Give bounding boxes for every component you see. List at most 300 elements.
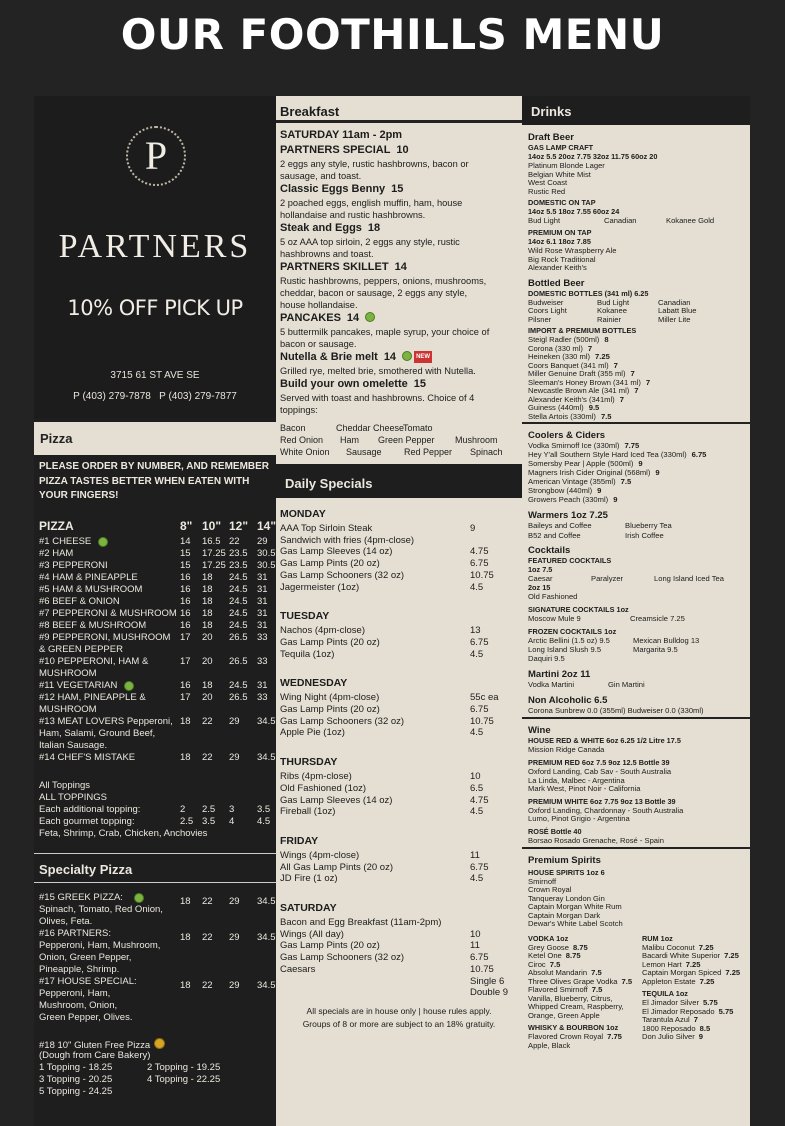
drinks-list <box>528 132 750 1122</box>
specialty-item-desc: Pineapple, Shrimp. <box>39 964 120 975</box>
omelette-toppings <box>280 422 520 458</box>
omelette-topping: Spinach <box>470 447 503 457</box>
beer-price: 7 <box>613 360 618 370</box>
size-12: 12" <box>229 519 249 533</box>
special-item: Wing Night (4pm-close) <box>280 692 380 704</box>
pizza-price: 22 <box>202 752 213 763</box>
pizza-item-name: #14 CHEF'S MISTAKE <box>39 752 136 763</box>
special-row <box>280 570 518 582</box>
cooler-item <box>528 450 706 459</box>
pizza-price: 14 <box>180 536 191 547</box>
special-price: 4.5 <box>470 727 484 739</box>
pizza-item <box>39 692 276 704</box>
spirit-name: Appleton Estate <box>642 976 696 986</box>
wine-name: La Linda, Malbec - Argentina <box>528 775 625 785</box>
special-price: 6.75 <box>470 861 489 873</box>
pizza-price: 23.5 <box>229 548 248 559</box>
wine-name: Mission Ridge Canada <box>528 745 605 754</box>
pizza-price: 17 <box>180 656 191 667</box>
specialty-price: 18 <box>180 932 191 943</box>
special-item: Sandwich with fries (4pm-close) <box>280 534 415 546</box>
pizza-item-name: #8 BEEF & MUSHROOM <box>39 620 147 631</box>
specialty-item <box>39 976 276 991</box>
pizza-price: 16 <box>180 596 191 607</box>
premium-spirits-header: Premium Spirits <box>528 854 601 866</box>
pizza-item-name: #6 BEEF & ONION <box>39 596 120 607</box>
spirit-price: 8.5 <box>699 1023 711 1033</box>
pizza-item-name: #2 HAM <box>39 548 74 559</box>
pizza-price: 16 <box>180 680 191 691</box>
spirit-price: 8.75 <box>565 951 581 960</box>
import-bottles-header: IMPORT & PREMIUM BOTTLES <box>528 326 637 335</box>
special-row <box>280 582 518 594</box>
pizza-item-name-cont: Italian Sausage. <box>39 740 108 751</box>
cooler-price: 9 <box>638 459 643 468</box>
special-price: 9 <box>470 523 476 534</box>
special-price: 10.75 <box>470 963 494 975</box>
beer-name: Rainier <box>597 314 622 324</box>
pizza-price: 24.5 <box>229 596 248 607</box>
beer-name: Miller Lite <box>658 314 691 324</box>
specialty-price: 34.5 <box>257 896 276 907</box>
omelette-topping: Red Pepper <box>404 447 453 457</box>
pizza-item <box>39 716 276 728</box>
pizza-price: 31 <box>257 608 268 619</box>
breakfast-item-name: PANCAKES <box>280 312 341 324</box>
spirit-price: 7.25 <box>699 976 715 986</box>
page-title: OUR FOOTHILLS MENU <box>120 10 665 59</box>
spirit-price: 7.5 <box>621 976 633 986</box>
section-divider <box>522 847 750 849</box>
cocktail-name: Paralyzer <box>591 574 624 583</box>
breakfast-column <box>276 96 522 1126</box>
brand-name: PARTNERS <box>58 228 252 265</box>
cooler-name: Strongbow (440ml) <box>528 486 593 495</box>
specialty-item-desc: Pepperoni, Ham, <box>39 988 111 999</box>
beer-name: Guiness (440ml) <box>528 403 584 412</box>
cooler-name: American Vintage (355ml) <box>528 477 616 486</box>
pizza-price: 24.5 <box>229 608 248 619</box>
beer-name: Canadian <box>604 216 637 225</box>
pizza-item-name: #5 HAM & MUSHROOM <box>39 584 143 595</box>
special-row <box>280 649 518 661</box>
specialty-item-desc: Mushroom, Onion, <box>39 1000 118 1011</box>
omelette-topping: Sausage <box>346 447 382 457</box>
phone-1: P (403) 279-7878 <box>73 391 151 402</box>
spirit-price: 7.25 <box>725 968 741 977</box>
special-price: 10.75 <box>470 715 494 727</box>
specialty-item-desc: Onion, Green Pepper, <box>39 952 132 963</box>
phone-numbers <box>34 391 276 402</box>
pizza-item-name-cont: & GREEN PEPPER <box>39 644 123 655</box>
breakfast-item-price: 14 <box>383 351 397 363</box>
special-row <box>280 783 518 795</box>
breakfast-item-title <box>280 222 380 234</box>
gluten-free-name: #18 10" Gluten Free Pizza <box>39 1040 151 1051</box>
breakfast-item-name: Nutella & Brie melt <box>280 351 378 363</box>
special-row <box>280 917 518 929</box>
frozen-cocktails-header: FROZEN COCKTAILS 1oz <box>528 627 617 636</box>
pizza-price: 16 <box>180 608 191 619</box>
pizza-item <box>39 536 276 548</box>
new-badge: NEW <box>414 351 432 363</box>
special-item: Gas Lamp Sleeves (14 oz) <box>280 794 393 806</box>
spirit-name: Captain Morgan Spiced <box>642 968 722 977</box>
pizza-item-name: #10 PEPPERONI, HAM & <box>39 656 149 667</box>
breakfast-item-desc: Rustic hashbrowns, peppers, onions, mushrooms, <box>280 276 487 286</box>
beer-name: Miller Genuine Draft (355 ml) <box>528 369 626 378</box>
non-alcoholic-item: Corona Sunbrew 0.0 (355ml) Budweiser 0.0 (330ml) <box>528 706 704 715</box>
special-day: TUESDAY <box>280 610 330 623</box>
size-14: 14" <box>257 519 276 533</box>
beer-name: Wild Rose Wraspberry Ale <box>528 246 617 255</box>
omelette-topping: Tomato <box>403 423 433 433</box>
spirit-price: 7.5 <box>591 968 602 977</box>
special-row <box>280 987 518 999</box>
beer-price: 7 <box>634 386 639 395</box>
pizza-price: 30.5 <box>257 560 276 571</box>
specialty-item-desc: Pepperoni, Ham, Mushroom, <box>39 940 161 951</box>
pizza-price: 31 <box>257 596 268 607</box>
spirit-name: Ketel One <box>528 951 562 960</box>
special-item: Wings (All day) <box>280 928 344 940</box>
cooler-item <box>528 468 660 477</box>
size-8: 8" <box>180 519 193 533</box>
special-row <box>280 795 518 807</box>
specials-footnote-1: All specials are in house only | house rules apply. <box>306 1006 492 1016</box>
beer-name: Rustic Red <box>528 186 566 196</box>
breakfast-item-title <box>280 183 403 195</box>
cocktail-name: Long Island Iced Tea <box>654 574 724 583</box>
wine-name: Oxford Landing, Chardonnay - South Australia <box>528 805 684 815</box>
breakfast-item-desc: hollandaise and rustic hashbrowns. <box>280 210 426 220</box>
pizza-item-name-cont: Ham, Salami, Ground Beef, <box>39 728 156 739</box>
pizza-item-name: #7 PEPPERONI & MUSHROOM <box>39 608 177 619</box>
spirit-name: Apple, Black <box>528 1040 571 1050</box>
toppings-title-1: All Toppings <box>39 780 91 791</box>
gourmet-price-10: 3.5 <box>202 816 216 827</box>
divider <box>34 853 276 854</box>
wine-name: Oxford Landing, Cab Sav - South Australia <box>528 767 672 776</box>
coolers-header: Coolers & Ciders <box>528 430 606 441</box>
pizza-price: 31 <box>257 584 268 595</box>
pizza-item <box>39 560 276 572</box>
drinks-column <box>522 96 750 1126</box>
special-item: Apple Pie (1oz) <box>280 727 345 739</box>
breakfast-item-price: 15 <box>391 183 404 195</box>
additional-topping-label: Each additional topping: <box>39 804 141 815</box>
beer-name: Pilsner <box>528 314 552 324</box>
pizza-price: 33 <box>257 692 268 703</box>
add-price-12: 3 <box>229 804 235 815</box>
martini-header: Martini 2oz 11 <box>528 669 591 680</box>
special-row <box>280 546 518 558</box>
pizza-price: 18 <box>180 716 191 727</box>
cooler-price: 9 <box>613 495 618 504</box>
breakfast-item-price: 10 <box>396 144 409 156</box>
breakfast-item-desc: hashbrowns and toast. <box>280 249 374 259</box>
pizza-price: 18 <box>202 572 213 583</box>
specialty-item-name: #16 PARTNERS: <box>39 928 111 939</box>
pizza-price: 22 <box>202 716 213 727</box>
pizza-price: 18 <box>202 596 213 607</box>
pizza-item <box>39 620 276 632</box>
pizza-item-name: #9 PEPPERONI, MUSHROOM <box>39 632 171 643</box>
breakfast-item-desc: Grilled rye, melted brie, smothered with Nutella. <box>280 366 476 376</box>
special-row <box>280 929 518 941</box>
special-item: Jagermeister (1oz) <box>280 581 360 593</box>
pizza-price: 16 <box>180 620 191 631</box>
beer-price: 8 <box>604 335 609 344</box>
specialty-item <box>39 892 276 907</box>
phone-2: P (403) 279-7877 <box>159 391 237 402</box>
pizza-price: 20 <box>202 692 213 703</box>
special-item: Gas Lamp Pints (20 oz) <box>280 558 380 570</box>
cooler-name: Growers Peach (330ml) <box>528 495 609 504</box>
rose-header: ROSÉ Bottle 40 <box>528 826 582 836</box>
pizza-price: 31 <box>257 572 268 583</box>
spirit-price: 5.75 <box>702 998 718 1007</box>
beer-name: Budweiser <box>528 297 564 307</box>
section-divider <box>522 422 750 424</box>
beer-name: Kokanee Gold <box>666 216 715 225</box>
beer-name: Platinum Blonde Lager <box>528 161 605 170</box>
pizza-price: 24.5 <box>229 680 248 691</box>
beer-price: 9.5 <box>588 403 600 412</box>
breakfast-items <box>280 144 520 424</box>
breakfast-item-desc: 5 oz AAA top sirloin, 2 eggs any style, rustic <box>280 237 460 247</box>
special-price: 6.5 <box>470 782 484 794</box>
pizza-item-name: #11 VEGETARIAN <box>39 680 118 691</box>
special-price: 6.75 <box>470 704 489 715</box>
beer-name: Canadian <box>658 297 691 307</box>
specialty-price: 34.5 <box>257 980 276 991</box>
whisky-header: WHISKY & BOURBON 1oz <box>528 1023 619 1032</box>
spirit-name: Dewar's White Label Scotch <box>528 919 623 928</box>
warmer-name: Irish Coffee <box>625 531 664 540</box>
cooler-item <box>528 477 631 486</box>
cooler-price: 6.75 <box>691 450 707 459</box>
breakfast-item-name: Classic Eggs Benny <box>280 183 386 195</box>
additional-topping-row <box>39 804 276 816</box>
breakfast-item-name: PARTNERS SPECIAL <box>280 144 391 156</box>
whisky-item <box>528 1041 574 1050</box>
house-spirits-header: HOUSE SPIRITS 1oz 6 <box>528 867 605 877</box>
promo-text: 10% OFF PICK UP <box>67 296 243 320</box>
signature-cocktails-header: SIGNATURE COCKTAILS 1oz <box>528 605 629 614</box>
special-row <box>280 637 518 649</box>
specialty-price: 29 <box>229 896 240 907</box>
special-price: 6.75 <box>470 558 489 570</box>
pizza-item-name: #13 MEAT LOVERS Pepperoni, <box>39 716 173 727</box>
special-day: FRIDAY <box>280 834 319 847</box>
beer-price: 7 <box>645 377 651 387</box>
domestic-bottles-header: DOMESTIC BOTTLES (341 ml) 6.25 <box>528 288 649 298</box>
logo-ring <box>126 126 186 186</box>
special-row <box>280 692 518 704</box>
daily-specials-list <box>280 508 518 999</box>
special-item: Gas Lamp Sleeves (14 oz) <box>280 546 393 558</box>
omelette-topping: Red Onion <box>280 435 324 445</box>
special-item: AAA Top Sirloin Steak <box>280 523 373 534</box>
specialty-price: 29 <box>229 932 240 943</box>
cocktail-name: Caesar <box>528 574 553 583</box>
special-price: 11 <box>470 849 480 861</box>
pizza-item <box>39 656 276 668</box>
special-row <box>280 850 518 862</box>
special-row <box>280 976 518 988</box>
specialty-item-desc: Green Pepper, Olives. <box>39 1012 133 1023</box>
spirit-price: 8.75 <box>572 942 588 952</box>
beer-name: Sleeman's Honey Brown (341 ml) <box>528 377 641 387</box>
special-item: Gas Lamp Pints (20 oz) <box>280 636 380 648</box>
brand-panel <box>34 96 276 418</box>
gourmet-list: Feta, Shrimp, Crab, Chicken, Anchovies <box>39 828 208 839</box>
special-item: Fireball (1oz) <box>280 806 336 818</box>
special-row <box>280 873 518 885</box>
pizza-item <box>39 548 276 560</box>
special-row <box>280 716 518 728</box>
specialty-price: 18 <box>180 980 191 991</box>
breakfast-item-price: 14 <box>346 312 360 324</box>
section-divider <box>522 717 750 719</box>
spirit-name: El Jimador Silver <box>642 998 699 1007</box>
featured-cocktails-header: FEATURED COCKTAILS <box>528 556 612 565</box>
special-price: 6.75 <box>470 636 489 648</box>
spirit-name: Orange, Green Apple <box>528 1010 600 1020</box>
pizza-price: 26.5 <box>229 692 248 703</box>
omelette-topping: Bacon <box>280 423 306 433</box>
special-price: 4.5 <box>470 873 484 885</box>
omelette-topping: Ham <box>340 435 360 445</box>
beer-name: West Coast <box>528 178 568 187</box>
house-wine-header: HOUSE RED & WHITE 6oz 6.25 1/2 Litre 17.5 <box>528 736 681 745</box>
cooler-item <box>528 495 617 504</box>
special-row <box>280 771 518 783</box>
premium-tap-header: PREMIUM ON TAP <box>528 228 592 237</box>
breakfast-item-price: 15 <box>413 378 426 390</box>
special-row <box>280 806 518 818</box>
pizza-price: 31 <box>257 680 268 691</box>
breakfast-item-desc: house hollandaise. <box>280 300 358 310</box>
wine-name: Borsao Rosado Grenache, Rosé - Spain <box>528 835 664 845</box>
special-item: Caesars <box>280 963 316 975</box>
special-row <box>280 558 518 570</box>
draft-beer-header: Draft Beer <box>528 132 574 143</box>
cooler-item <box>528 441 639 450</box>
vegetarian-icon <box>134 893 144 903</box>
spirit-name: 1800 Reposado <box>642 1023 696 1033</box>
premium-red-header: PREMIUM RED 6oz 7.5 9oz 12.5 Bottle 39 <box>528 758 670 767</box>
breakfast-item-title <box>280 261 407 273</box>
breakfast-item-desc: 2 poached eggs, english muffin, ham, house <box>280 198 463 208</box>
special-row <box>280 862 518 874</box>
specialty-section-header: Specialty Pizza <box>39 862 133 877</box>
gluten-free-icon <box>154 1038 165 1049</box>
pizza-price: 16 <box>180 572 191 583</box>
gf-price-1: 1 Topping - 18.25 <box>39 1062 113 1073</box>
beer-name: Alexander Keith's <box>528 263 587 272</box>
non-alcoholic-header: Non Alcoholic 6.5 <box>528 695 608 706</box>
spirit-name: Bacardi White Superior <box>642 951 721 960</box>
pizza-price: 22 <box>229 536 240 547</box>
pizza-note: PLEASE ORDER BY NUMBER, AND REMEMBER PIZZA TASTES BETTER WHEN EATEN WITH YOUR FINGERS! <box>39 461 270 501</box>
cooler-price: 7.75 <box>624 441 640 450</box>
pizza-price: 23.5 <box>229 560 248 571</box>
cocktail-name: Old Fashioned <box>528 592 578 601</box>
pizza-price: 34.5 <box>257 716 276 727</box>
pizza-item <box>39 632 276 644</box>
spirit-name: Vanilla, Blueberry, Citrus, <box>528 993 613 1003</box>
beer-name: Labatt Blue <box>658 306 697 315</box>
bottled-beer-header: Bottled Beer <box>528 277 585 289</box>
spirit-price: 7.25 <box>685 959 701 969</box>
special-price: 4.75 <box>470 794 489 806</box>
drinks-section-header: Drinks <box>531 104 572 119</box>
spirit-name: Flavored Smirnoff <box>528 985 588 994</box>
pizza-item-name: #1 CHEESE <box>39 536 92 547</box>
special-item: Gas Lamp Pints (20 oz) <box>280 940 380 952</box>
special-price: 4.75 <box>470 546 489 558</box>
gourmet-topping-label: Each gourmet topping: <box>39 816 135 827</box>
specialty-item <box>39 928 276 943</box>
spirit-price: 5.75 <box>718 1006 734 1016</box>
beer-name: Coors Banquet (341 ml) <box>528 360 609 370</box>
cocktail-name: Long Island Slush 9.5 <box>528 645 602 654</box>
cocktail-name: Moscow Mule 9 <box>528 614 581 623</box>
cocktail-name: Daquiri 9.5 <box>528 654 565 663</box>
breakfast-item-desc: cheddar, bacon or sausage, 2 eggs any style, <box>280 288 468 298</box>
omelette-topping: Mushroom <box>455 435 498 445</box>
breakfast-section-header: Breakfast <box>280 104 340 119</box>
pizza-price: 18 <box>202 608 213 619</box>
vegetarian-icon <box>124 681 134 691</box>
beer-name: Kokanee <box>597 306 627 315</box>
omelette-topping: White Onion <box>280 447 330 457</box>
premium-white-header: PREMIUM WHITE 6oz 7.75 9oz 13 Bottle 39 <box>528 796 676 806</box>
cooler-price: 9 <box>597 486 602 495</box>
cooler-price: 7.5 <box>620 477 632 486</box>
spirit-name: Grey Goose <box>528 942 569 952</box>
cooler-name: Vodka Smirnoff Ice (330ml) <box>528 441 620 450</box>
gf-price-5: 5 Topping - 24.25 <box>39 1086 113 1097</box>
pizza-item-name: #3 PEPPERONI <box>39 560 108 571</box>
divider <box>34 882 276 883</box>
spirit-name: Ciroc <box>528 959 546 969</box>
pizza-item <box>39 608 276 620</box>
pizza-item-name-cont: MUSHROOM <box>39 668 97 679</box>
special-item: Ribs (4pm-close) <box>280 771 352 783</box>
spirit-price: 7.5 <box>591 985 603 994</box>
omelette-topping: Green Pepper <box>378 435 435 445</box>
beer-name: Coors Light <box>528 306 567 315</box>
pizza-price: 26.5 <box>229 632 248 643</box>
gas-lamp-prices: 14oz 5.5 20oz 7.75 32oz 11.75 60oz 20 <box>528 152 658 161</box>
wine-header: Wine <box>528 725 551 736</box>
special-price: 4.5 <box>470 581 484 593</box>
pizza-price: 17 <box>180 692 191 703</box>
tequila-header: TEQUILA 1oz <box>642 989 688 998</box>
special-row <box>280 523 518 535</box>
special-day: WEDNESDAY <box>280 677 348 690</box>
gf-price-4: 4 Topping - 22.25 <box>147 1074 221 1085</box>
cooler-name: Somersby Pear | Apple (500ml) <box>528 459 634 468</box>
gluten-free-note: (Dough from Care Bakery) <box>39 1050 151 1061</box>
pizza-price: 26.5 <box>229 656 248 667</box>
specialty-item-desc: Spinach, Tomato, Red Onion, <box>39 904 163 915</box>
beer-price: 7.5 <box>600 411 612 421</box>
pizza-price: 16.5 <box>202 536 221 547</box>
